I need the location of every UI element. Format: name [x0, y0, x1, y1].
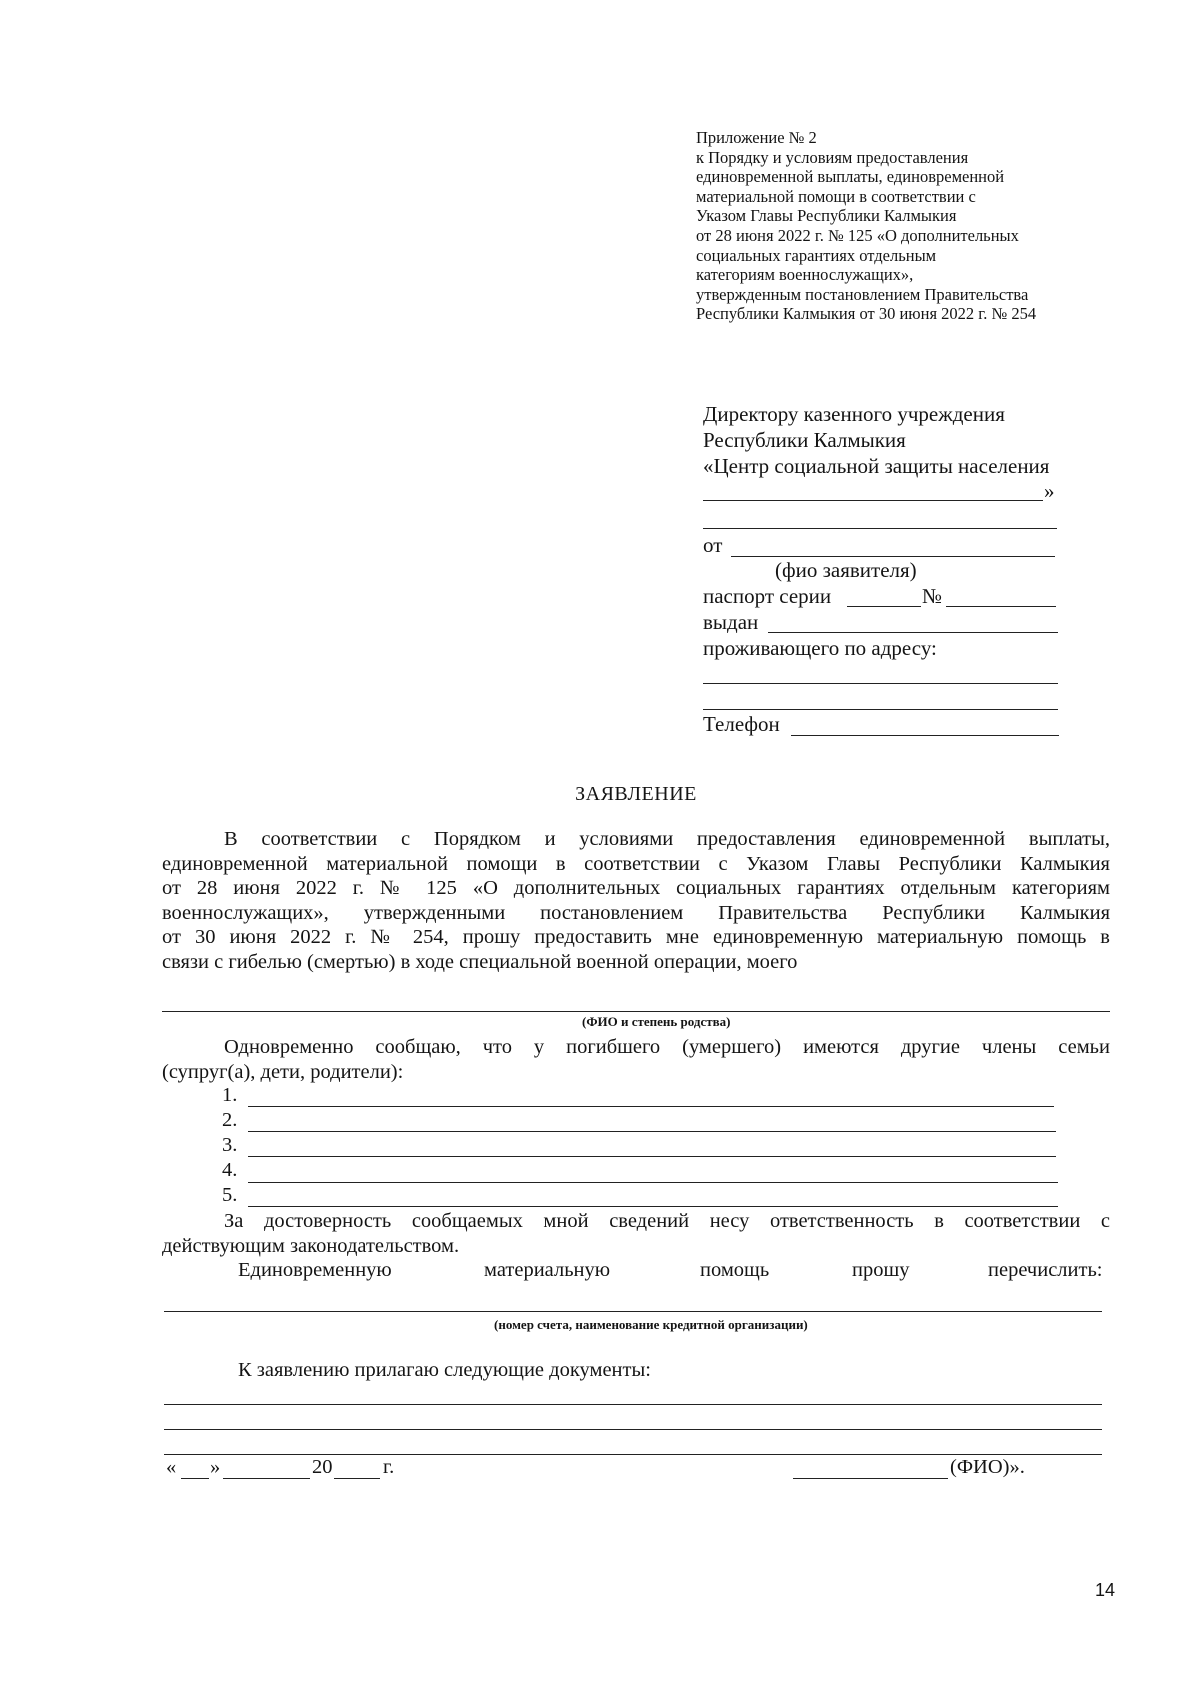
date-open-quote: « — [166, 1456, 177, 1478]
main-paragraph — [162, 827, 1110, 975]
addressee-line-1: Директору казенного учреждения — [703, 402, 1005, 426]
address-field-1[interactable] — [703, 683, 1058, 684]
phone-label: Телефон — [703, 712, 780, 736]
date-year-field[interactable] — [334, 1478, 380, 1479]
addressee-line-3: «Центр социальной защиты населения — [703, 454, 1050, 478]
appendix-line: единовременной выплаты, единовременной — [696, 167, 1005, 187]
paragraph-line: действующим законодательством. — [162, 1234, 460, 1257]
appendix-note — [696, 128, 1036, 324]
signature-field[interactable] — [793, 1478, 948, 1479]
residing-label: проживающего по адресу: — [703, 636, 937, 660]
transfer-word: помощь — [700, 1259, 770, 1281]
date-year-suffix: г. — [383, 1456, 395, 1478]
date-close-quote: » — [210, 1456, 221, 1478]
appendix-line: Указом Главы Республики Калмыкия — [696, 206, 957, 226]
family-paragraph — [162, 1035, 1110, 1084]
close-quote: » — [1044, 479, 1055, 503]
family-item-number: 5. — [222, 1184, 238, 1206]
appendix-line: утвержденным постановлением Правительства — [696, 284, 1029, 304]
family-member-field[interactable] — [248, 1182, 1058, 1183]
passport-number-field[interactable] — [946, 606, 1056, 607]
addressee-extra-field[interactable] — [703, 528, 1057, 529]
family-item-number: 3. — [222, 1134, 238, 1156]
appendix-line: категориям военнослужащих», — [696, 265, 914, 285]
transfer-word: Единовременную — [238, 1259, 392, 1281]
documents-field-2[interactable] — [164, 1429, 1102, 1430]
appendix-line: к Порядку и условиям предоставления — [696, 147, 969, 167]
paragraph-line: от 28 июня 2022 г. № 125 «О дополнительных социальных гарантиях отдельным категориям — [162, 877, 1110, 900]
family-member-field[interactable] — [248, 1106, 1054, 1107]
family-member-field[interactable] — [248, 1206, 1058, 1207]
responsibility-paragraph — [162, 1209, 1110, 1258]
documents-field-1[interactable] — [164, 1404, 1102, 1405]
issued-label: выдан — [703, 610, 759, 634]
paragraph-line: (супруг(а), дети, родители): — [162, 1060, 404, 1083]
documents-field-3[interactable] — [164, 1454, 1102, 1455]
paragraph-line: Одновременно сообщаю, что у погибшего (умершего) имеются другие члены семьи — [224, 1036, 1110, 1058]
date-day-field[interactable] — [181, 1478, 209, 1479]
transfer-word: перечислить: — [988, 1259, 1103, 1281]
paragraph-line: военнослужащих», утвержденными постановлением Правительства Республики Калмыкия — [162, 901, 1110, 924]
family-item-number: 4. — [222, 1159, 238, 1181]
fio-hint: (фио заявителя) — [775, 558, 917, 582]
applicant-name-field[interactable] — [731, 556, 1055, 557]
passport-series-field[interactable] — [847, 606, 921, 607]
address-field-2[interactable] — [703, 709, 1058, 710]
appendix-line: материальной помощи в соответствии с — [696, 186, 976, 206]
paragraph-line: связи с гибелью (смертью) в ходе специальной военной операции, моего — [162, 950, 798, 973]
appendix-line: социальных гарантиях отдельным — [696, 245, 937, 265]
account-hint: (номер счета, наименование кредитной организации) — [494, 1317, 808, 1332]
transfer-word: материальную — [484, 1259, 611, 1281]
date-month-field[interactable] — [223, 1478, 310, 1479]
document-title: ЗАЯВЛЕНИЕ — [575, 783, 697, 805]
paragraph-line: В соответствии с Порядком и условиями предоставления единовременной выплаты, — [224, 828, 1110, 850]
appendix-line: Приложение № 2 — [696, 128, 817, 147]
passport-issued-field[interactable] — [768, 632, 1058, 633]
paragraph-line: единовременной материальной помощи в соответствии с Указом Главы Республики Калмыкия — [162, 852, 1110, 875]
signature-fio: (ФИО)». — [950, 1456, 1025, 1478]
family-member-field[interactable] — [248, 1156, 1056, 1157]
addressee-line-2: Республики Калмыкия — [703, 428, 906, 452]
documents-label: К заявлению прилагаю следующие документы: — [238, 1359, 651, 1381]
deceased-fio-field[interactable] — [162, 1011, 1110, 1012]
phone-field[interactable] — [791, 735, 1059, 736]
number-sign: № — [922, 584, 943, 608]
appendix-line: от 28 июня 2022 г. № 125 «О дополнительных — [696, 225, 1019, 245]
family-item-number: 1. — [222, 1084, 238, 1106]
transfer-word: прошу — [852, 1259, 910, 1281]
account-field[interactable] — [164, 1311, 1102, 1312]
family-member-field[interactable] — [248, 1131, 1056, 1132]
passport-label: паспорт серии — [703, 584, 832, 608]
fio-relation-hint: (ФИО и степень родства) — [582, 1014, 731, 1029]
family-item-number: 2. — [222, 1109, 238, 1131]
from-label: от — [703, 533, 723, 557]
date-year-prefix: 20 — [312, 1456, 333, 1478]
paragraph-line: от 30 июня 2022 г. № 254, прошу предоставить мне единовременную материальную помощь в — [162, 926, 1110, 949]
center-name-field[interactable] — [703, 500, 1043, 501]
page-number: 14 — [1095, 1580, 1116, 1600]
paragraph-line: За достоверность сообщаемых мной сведений несу ответственность в соответствии с — [224, 1210, 1110, 1232]
appendix-line: Республики Калмыкия от 30 июня 2022 г. № 254 — [696, 304, 1037, 324]
